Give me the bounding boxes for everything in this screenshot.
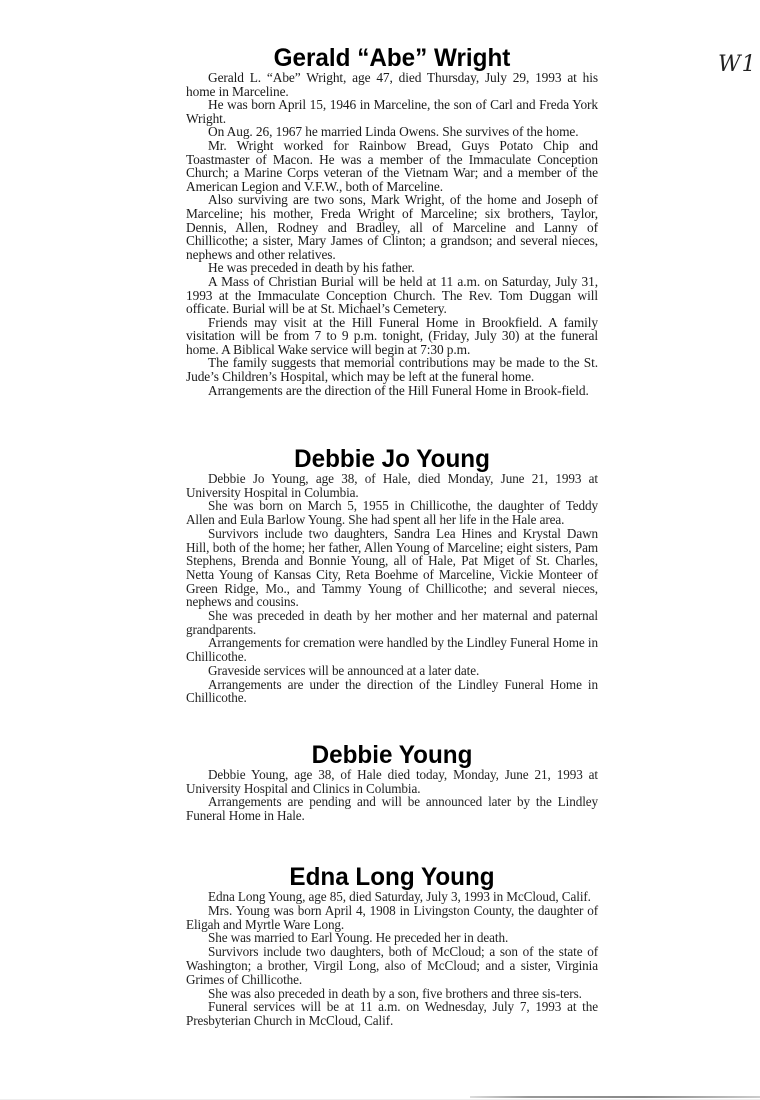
scan-edge-divider	[470, 1096, 760, 1098]
obituary-paragraph: Survivors include two daughters, Sandra Lea Hines and Krystal Dawn Hill, both of the home; her father, Allen Young of Marceline; eight sisters, Pam Stephens, Brenda and Bonnie Young, all of Hale, Pat Miget of St. Charles, Netta Young of Kansas City, Reta Boehme of Marceline, Vickie Monteer of Green Ridge, Mo., and Tammy Young of Chillicothe; and several nieces, nephews and cousins.	[186, 525, 598, 610]
obituary-paragraph: Also surviving are two sons, Mark Wright, of the home and Joseph of Marceline; his mother, Freda Wright of Marceline; six brothers, Taylor, Dennis, Allen, Rodney and Bradley, all of Marceline and Lanny of Chillicothe; a sister, Mary James of Clinton; a grandson; and several nieces, nephews and other relatives.	[186, 192, 598, 262]
obituary-paragraph: Graveside services will be announced at a later date.	[208, 662, 480, 678]
obituary-paragraph: Arrangements are pending and will be announced later by the Lindley Funeral Home in Hale.	[186, 794, 598, 824]
obituary-heading: Debbie Young	[311, 741, 473, 769]
obituary-heading: Debbie Jo Young	[294, 445, 490, 473]
obituary-paragraph: Mr. Wright worked for Rainbow Bread, Guys Potato Chip and Toastmaster of Macon. He was a member of the Immaculate Conception Church; a Marine Corps veteran of the Vietnam War; and a member of the American Legion and V.F.W., both of Marceline.	[186, 137, 598, 194]
obituary-edna-long-young	[186, 864, 598, 1028]
obituary-debbie-jo-young	[186, 446, 598, 705]
obituary-paragraph: She was also preceded in death by a son, five brothers and three sis-ters.	[208, 985, 582, 1001]
obituary-paragraph: Mrs. Young was born April 4, 1908 in Livingston County, the daughter of Eligah and Myrtle Ware Long.	[186, 902, 598, 932]
handwritten-page-annotation: W1	[718, 52, 757, 77]
obituary-paragraph: She was married to Earl Young. He preceded her in death.	[208, 930, 509, 946]
obituary-paragraph: Edna Long Young, age 85, died Saturday, July 3, 1993 in McCloud, Calif.	[208, 889, 591, 904]
obituary-paragraph: He was preceded in death by his father.	[208, 260, 415, 276]
obituary-paragraph: The family suggests that memorial contributions may be made to the St. Jude’s Children’s Hospital, which may be left at the funeral home.	[186, 355, 598, 385]
obituary-debbie-young	[186, 742, 598, 823]
obituary-paragraph: A Mass of Christian Burial will be held at 11 a.m. on Saturday, July 31, 1993 at the Immaculate Conception Church. The Rev. Tom Duggan will officate. Burial will be at St. Michael’s Cemetery.	[186, 273, 598, 317]
obituary-paragraph: She was preceded in death by her mother and her maternal and paternal grandparents.	[186, 608, 598, 637]
obituary-paragraph: Debbie Young, age 38, of Hale died today, Monday, June 21, 1993 at University Hospital and Clinics in Columbia.	[186, 767, 598, 796]
obituary-paragraph: She was born on March 5, 1955 in Chillicothe, the daughter of Teddy Allen and Eula Barlow Young. She had spent all her life in the Hale area.	[186, 498, 598, 528]
obituary-paragraph: He was born April 15, 1946 in Marceline, the son of Carl and Freda York Wright.	[186, 97, 598, 126]
obituary-paragraph: Arrangements are the direction of the Hill Funeral Home in Brook-field.	[208, 382, 589, 398]
obituary-paragraph: On Aug. 26, 1967 he married Linda Owens. She survives of the home.	[208, 124, 579, 140]
obituary-paragraph: Gerald L. “Abe” Wright, age 47, died Thursday, July 29, 1993 at his home in Marceline.	[186, 70, 598, 99]
obituary-paragraph: Debbie Jo Young, age 38, of Hale, died Monday, June 21, 1993 at University Hospital in Columbia.	[186, 471, 598, 500]
obituary-paragraph: Survivors include two daughters, both of McCloud; a son of the state of Washington; a brother, Virgil Long, also of McCloud; and a sister, Virginia Grimes of Chillicothe.	[186, 944, 598, 987]
obituary-heading: Edna Long Young	[289, 863, 495, 891]
obituary-heading: Gerald “Abe” Wright	[273, 44, 511, 72]
obituary-paragraph: Funeral services will be at 11 a.m. on Wednesday, July 7, 1993 at the Presbyterian Church in McCloud, Calif.	[186, 999, 598, 1029]
obituary-paragraph: Arrangements are under the direction of the Lindley Funeral Home in Chillicothe.	[186, 676, 598, 706]
obituary-paragraph: Friends may visit at the Hill Funeral Home in Brookfield. A family visitation will be from 7 to 9 p.m. tonight, (Friday, July 30) at the funeral home. A Biblical Wake service will begin at 7:30 p.m.	[186, 314, 598, 357]
obituary-gerald-wright	[186, 45, 598, 397]
obituary-paragraph: Arrangements for cremation were handled by the Lindley Funeral Home in Chillicothe.	[186, 635, 598, 665]
